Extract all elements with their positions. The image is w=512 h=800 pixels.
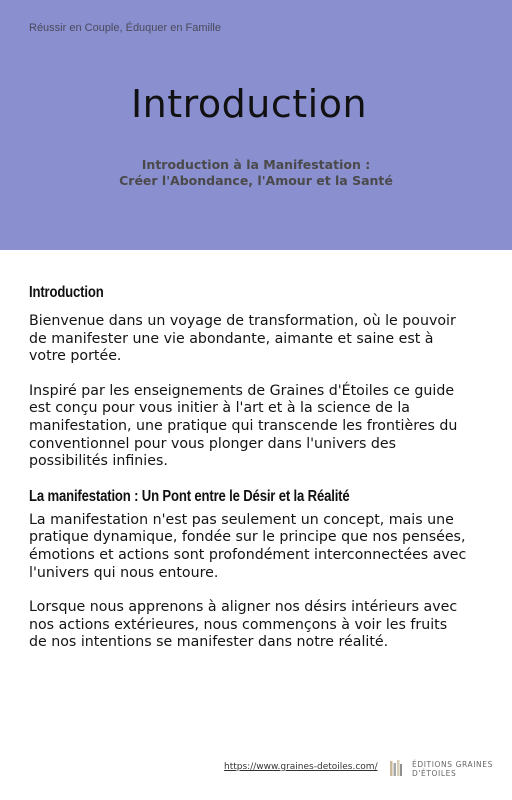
website-link[interactable]: https://www.graines-detoiles.com/ [224,762,378,772]
paragraph: Bienvenue dans un voyage de transformation, où le pouvoir de manifester une vie abondante, aimante et saine est à votre portée. [29,313,456,365]
paragraph: La manifestation n'est pas seulement un concept, mais une pratique dynamique, fondée sur le principe que nos pensées, émotions et actions sont profondément interconnectées avec l'univers qui nous entoure. [29,511,467,581]
publisher-name [412,761,493,778]
section-heading-introduction: Introduction [29,284,104,301]
subtitle-line-1: Introduction à la Manifestation : [141,157,371,172]
series-label: Réussir en Couple, Éduquer en Famille [29,22,221,34]
section-heading-manifestation: La manifestation : Un Pont entre le Désir et la Réalité [29,487,350,505]
publisher-name-line-1: ÉDITIONS GRAINES [412,760,493,769]
publisher-logo-icon [390,760,402,776]
page-subtitle [0,157,512,189]
main-content [29,284,469,652]
header-banner [0,0,512,250]
page-title: Introduction [130,82,368,126]
publisher-name-line-2: D'ÉTOILES [412,768,457,778]
subtitle-line-2: Créer l'Abondance, l'Amour et la Santé [119,173,393,188]
paragraph: Inspiré par les enseignements de Graines d'Étoiles ce guide est conçu pour vous initier à l'art et à la science de la manifestation, une pratique qui transcende les frontières du conventionnel pour vous plonger dans l'univers des possibilités infinies. [29,382,458,470]
paragraph: Lorsque nous apprenons à aligner nos désirs intérieurs avec nos actions extérieures, nous commençons à voir les fruits de nos intentions se manifester dans notre réalité. [29,599,458,651]
